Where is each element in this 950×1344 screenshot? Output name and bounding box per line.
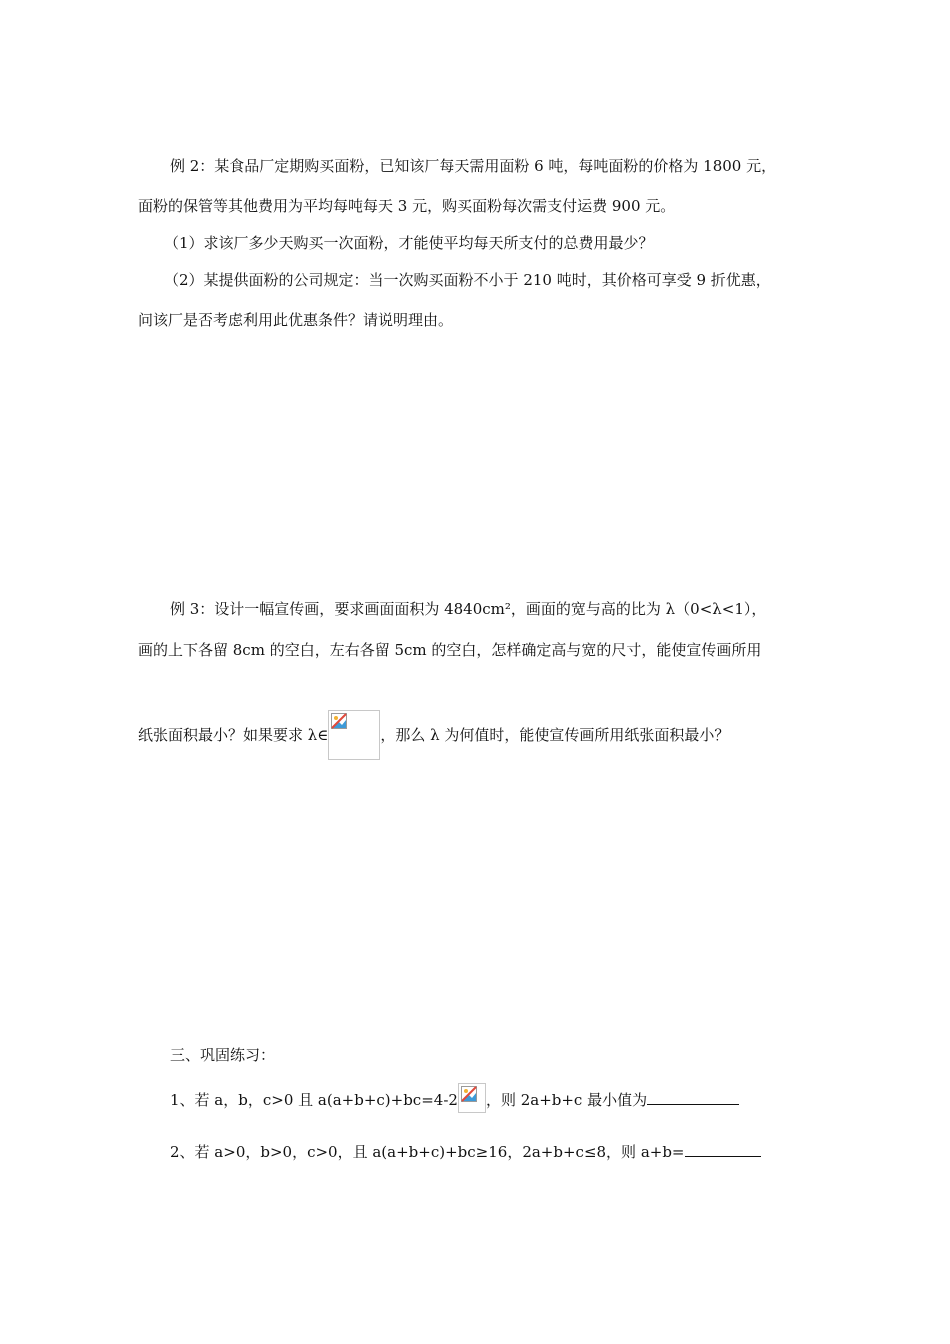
- practice-item-2-text: 2、若 a>0，b>0，c>0，且 a(a+b+c)+bc≥16，2a+b+c≤8，则 a+b=: [170, 1143, 685, 1161]
- example2-question2-line1: （2）某提供面粉的公司规定：当一次购买面粉不小于 210 吨时，其价格可享受 9 折优惠，: [164, 271, 771, 289]
- practice-item-1: [170, 1083, 739, 1113]
- example3-line3-text-before: 纸张面积最小？如果要求 λ∈: [138, 726, 329, 744]
- practice-item-2: [170, 1140, 761, 1162]
- answer-blank-1[interactable]: [647, 1088, 739, 1105]
- broken-image-icon: [328, 710, 380, 760]
- broken-image-icon: [458, 1083, 486, 1113]
- practice-item-1-text-after: ，则 2a+b+c 最小值为: [485, 1091, 648, 1109]
- example3-line3: [138, 710, 729, 760]
- image-placeholder-icon: [461, 1086, 477, 1102]
- example2-line1: 例 2：某食品厂定期购买面粉，已知该厂每天需用面粉 6 吨，每吨面粉的价格为 1800 元，: [170, 157, 777, 175]
- example2-line2: 面粉的保管等其他费用为平均每吨每天 3 元，购买面粉每次需支付运费 900 元。: [138, 197, 676, 215]
- practice-heading: 三、巩固练习：: [170, 1046, 276, 1064]
- image-placeholder-icon: [331, 713, 347, 729]
- example2-question1: （1）求该厂多少天购买一次面粉，才能使平均每天所支付的总费用最少？: [164, 234, 654, 252]
- example3-line3-text-after: ，那么 λ 为何值时，能使宣传画所用纸张面积最小？: [380, 726, 730, 744]
- example3-line1: 例 3：设计一幅宣传画，要求画面面积为 4840cm²，画面的宽与高的比为 λ（0<λ<1），: [170, 600, 767, 618]
- example2-question2-line2: 问该厂是否考虑利用此优惠条件？请说明理由。: [138, 311, 454, 329]
- answer-blank-2[interactable]: [685, 1140, 761, 1157]
- practice-item-1-text-before: 1、若 a，b，c>0 且 a(a+b+c)+bc=4-2: [170, 1091, 458, 1109]
- example3-line2: 画的上下各留 8cm 的空白，左右各留 5cm 的空白，怎样确定高与宽的尺寸，能使宣传画所用: [138, 641, 762, 659]
